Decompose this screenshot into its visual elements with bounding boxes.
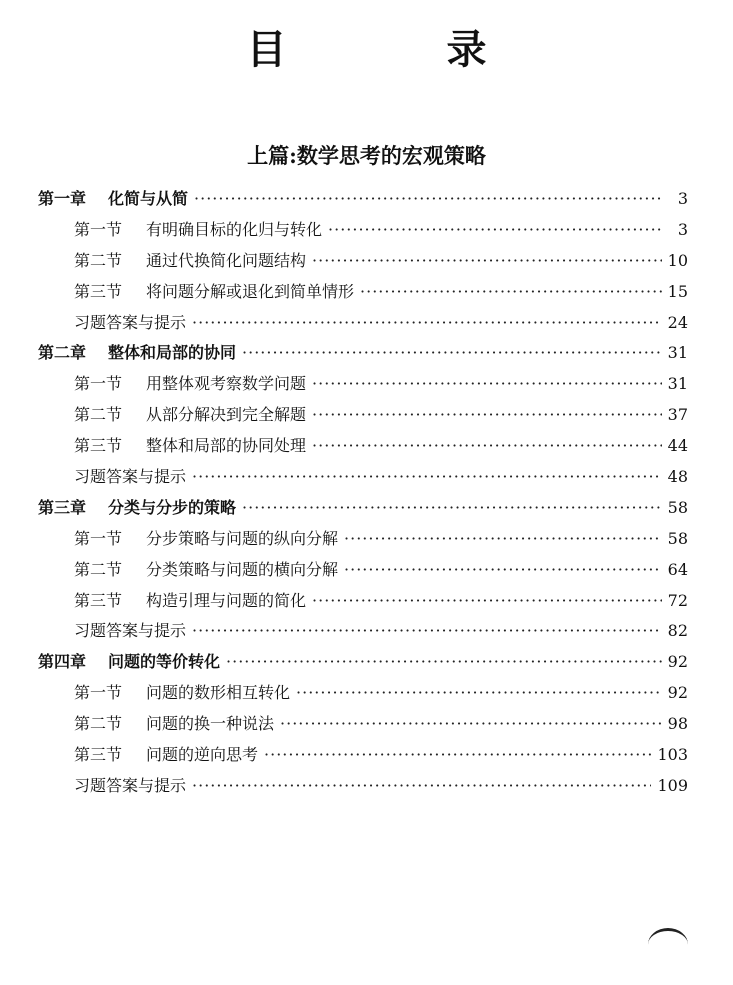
section-number: 第三节 — [74, 281, 123, 301]
dot-leader — [344, 524, 662, 555]
toc-section[interactable] — [38, 740, 688, 771]
section-number: 第二节 — [74, 559, 123, 579]
dot-leader — [242, 493, 662, 524]
part-title: 上篇:数学思考的宏观策略 — [247, 143, 486, 168]
toc-chapter-1[interactable] — [38, 184, 688, 215]
dot-leader — [264, 740, 651, 771]
page-number: 3 — [677, 219, 688, 239]
dot-leader — [280, 709, 662, 740]
chapter-title: 整体和局部的协同 — [108, 343, 237, 363]
section-title: 分类策略与问题的横向分解 — [146, 559, 339, 579]
toc-chapter-4[interactable] — [38, 647, 688, 678]
chapter-number: 第一章 — [38, 189, 87, 208]
section-number: 第二节 — [74, 250, 123, 270]
answers-title: 习题答案与提示 — [74, 467, 187, 487]
dot-leader — [312, 246, 662, 277]
page-number: 58 — [667, 497, 688, 517]
page-number: 109 — [657, 775, 688, 795]
section-number: 第三节 — [74, 745, 123, 765]
page-number: 3 — [677, 189, 688, 208]
section-number: 第三节 — [74, 436, 123, 456]
toc-section[interactable] — [38, 246, 688, 277]
page-number: 72 — [667, 590, 688, 610]
toc-section[interactable] — [38, 524, 688, 555]
section-title: 通过代换简化问题结构 — [146, 250, 307, 270]
section-title: 有明确目标的化归与转化 — [146, 219, 323, 239]
toc-section[interactable] — [38, 369, 688, 400]
section-title: 将问题分解或退化到简单情形 — [146, 281, 355, 301]
dot-leader — [312, 369, 662, 400]
toc-chapter-3[interactable] — [38, 493, 688, 524]
page-number: 92 — [667, 652, 688, 672]
section-title: 问题的数形相互转化 — [146, 683, 291, 703]
page-number: 64 — [667, 559, 688, 579]
toc-answers[interactable] — [38, 771, 688, 802]
page-number: 48 — [667, 467, 688, 487]
chapter-title: 分类与分步的策略 — [108, 497, 237, 517]
dot-leader — [328, 215, 664, 246]
toc-section[interactable] — [38, 215, 688, 246]
page-number: 92 — [667, 683, 688, 703]
page-corner-mark — [648, 928, 688, 961]
toc-answers[interactable] — [38, 308, 688, 339]
page-number: 58 — [667, 528, 688, 548]
answers-title: 习题答案与提示 — [74, 621, 187, 641]
section-number: 第一节 — [74, 528, 123, 548]
section-number: 第二节 — [74, 405, 123, 425]
chapter-number: 第三章 — [38, 497, 87, 517]
section-title: 用整体观考察数学问题 — [146, 374, 307, 394]
table-of-contents — [38, 184, 688, 802]
page-number: 103 — [657, 745, 688, 765]
section-title: 构造引理与问题的简化 — [146, 590, 307, 610]
answers-title: 习题答案与提示 — [74, 312, 187, 332]
toc-section[interactable] — [38, 586, 688, 617]
answers-title: 习题答案与提示 — [74, 775, 187, 795]
dot-leader — [194, 184, 664, 215]
page-number: 44 — [667, 436, 688, 456]
toc-chapter-2[interactable] — [38, 338, 688, 369]
page-title: 目 录 — [246, 26, 547, 73]
dot-leader — [192, 771, 651, 802]
page-number: 15 — [667, 281, 688, 301]
dot-leader — [192, 462, 662, 493]
section-title: 整体和局部的协同处理 — [146, 436, 307, 456]
dot-leader — [312, 400, 662, 431]
dot-leader — [344, 555, 662, 586]
page-number: 37 — [667, 405, 688, 425]
section-number: 第一节 — [74, 374, 123, 394]
page-number: 82 — [667, 621, 688, 641]
dot-leader — [242, 338, 662, 369]
toc-section[interactable] — [38, 709, 688, 740]
toc-section[interactable] — [38, 678, 688, 709]
dot-leader — [360, 277, 662, 308]
toc-section[interactable] — [38, 431, 688, 462]
section-number: 第一节 — [74, 683, 123, 703]
page-number: 98 — [667, 714, 688, 734]
section-title: 分步策略与问题的纵向分解 — [146, 528, 339, 548]
toc-section[interactable] — [38, 277, 688, 308]
dot-leader — [192, 308, 662, 339]
toc-answers[interactable] — [38, 462, 688, 493]
page-number: 31 — [667, 343, 688, 363]
page-number: 31 — [667, 374, 688, 394]
section-title: 从部分解决到完全解题 — [146, 405, 307, 425]
dot-leader — [296, 678, 662, 709]
dot-leader — [312, 586, 662, 617]
section-number: 第三节 — [74, 590, 123, 610]
chapter-number: 第二章 — [38, 343, 87, 363]
chapter-number: 第四章 — [38, 652, 87, 672]
dot-leader — [312, 431, 662, 462]
toc-answers[interactable] — [38, 616, 688, 647]
page-number: 24 — [667, 312, 688, 332]
page-number: 10 — [667, 250, 688, 270]
toc-section[interactable] — [38, 400, 688, 431]
section-title: 问题的逆向思考 — [146, 745, 259, 765]
chapter-title: 化简与从简 — [108, 189, 189, 208]
section-title: 问题的换一种说法 — [146, 714, 275, 734]
dot-leader — [192, 616, 662, 647]
chapter-title: 问题的等价转化 — [108, 652, 221, 672]
section-number: 第二节 — [74, 714, 123, 734]
toc-section[interactable] — [38, 555, 688, 586]
section-number: 第一节 — [74, 219, 123, 239]
dot-leader — [226, 647, 662, 678]
